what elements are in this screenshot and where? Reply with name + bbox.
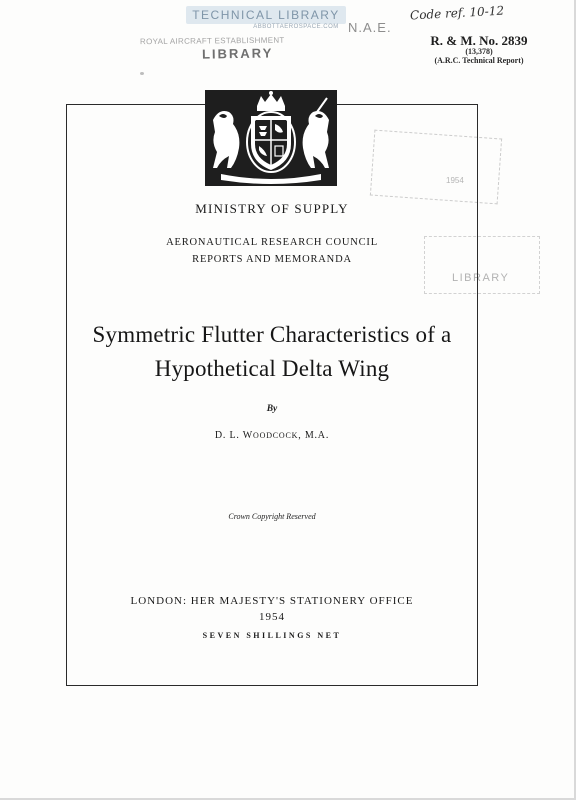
paper-speck <box>140 72 144 75</box>
council-heading <box>66 234 478 268</box>
series-line: REPORTS AND MEMORANDA <box>192 254 352 265</box>
author-name <box>66 430 478 441</box>
publication-year: 1954 <box>259 611 285 623</box>
handwritten-note: Code ref. 10-12 <box>409 3 505 23</box>
title-line-2: Hypothetical Delta Wing <box>154 356 390 381</box>
ministry-heading: MINISTRY OF SUPPLY <box>195 201 349 216</box>
faint-library-stamp: LIBRARY <box>452 272 510 284</box>
by-label: By <box>266 404 278 414</box>
author-initials: D. L. W <box>214 430 254 441</box>
publisher-name: LONDON: HER MAJESTY'S STATIONERY OFFICE <box>130 595 414 607</box>
report-number: R. & M. No. 2839 <box>430 33 528 48</box>
library-stamp: LIBRARY <box>201 45 274 62</box>
title-line-1: Symmetric Flutter Characteristics of a <box>92 322 452 347</box>
report-reference <box>414 34 544 66</box>
price-label: SEVEN SHILLINGS NET <box>202 631 342 640</box>
royal-coat-of-arms-icon <box>205 90 337 186</box>
report-series: (A.R.C. Technical Report) <box>434 56 524 66</box>
publisher-block <box>66 593 478 625</box>
technical-library-stamp: TECHNICAL LIBRARY <box>186 6 346 24</box>
author-degree: , M.A. <box>298 430 330 441</box>
faint-stamp-date: 1954 <box>446 176 464 185</box>
copyright-notice: Crown Copyright Reserved <box>228 512 316 521</box>
council-line: AERONAUTICAL RESEARCH COUNCIL <box>166 237 378 248</box>
nae-stamp: N.A.E. <box>348 20 392 35</box>
report-sub-number: (13,378) <box>465 47 493 57</box>
document-title <box>66 318 478 386</box>
author-surname: OODCOCK <box>253 431 299 440</box>
establishment-stamp: ROYAL AIRCRAFT ESTABLISHMENT <box>139 35 285 47</box>
technical-library-stamp-subtitle: ABBOTTAEROSPACE.COM <box>253 24 339 30</box>
